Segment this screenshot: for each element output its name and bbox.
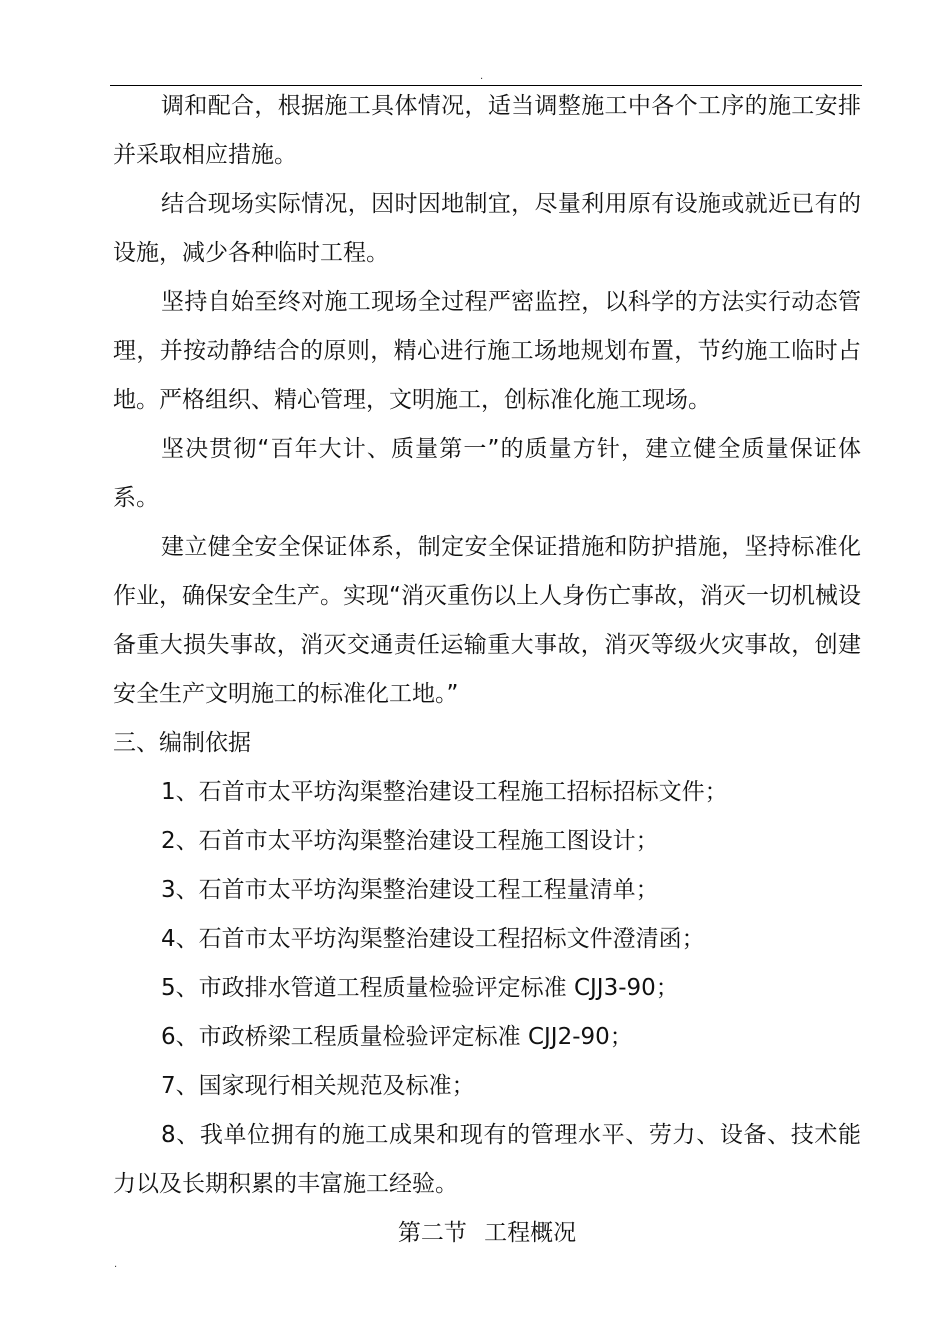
list-item: 4、石首市太平坊沟渠整治建设工程招标文件澄清函； (161, 926, 705, 952)
list-item: 7、国家现行相关规范及标准； (161, 1073, 475, 1099)
footer-mark: . (114, 1259, 118, 1270)
list-item: 1、石首市太平坊沟渠整治建设工程施工招标招标文件； (161, 779, 728, 805)
paragraph-site-monitoring: 坚持自始至终对施工现场全过程严密监控，以科学的方法实行动态管理，并按动静结合的原则，精心进行施工场地规划布置，节约施工临时占地。严格组织、精心管理，文明施工，创标准化施工现场。 (113, 289, 861, 413)
list-item: 5、市政排水管道工程质量检验评定标准 CJJ3-90； (161, 975, 679, 1001)
list-item: 6、市政桥梁工程质量检验评定标准 CJJ2-90； (161, 1024, 633, 1050)
section-heading-basis: 三、编制依据 (113, 730, 251, 756)
list-item: 2、石首市太平坊沟渠整治建设工程施工图设计； (161, 828, 659, 854)
list-item: 3、石首市太平坊沟渠整治建设工程工程量清单； (161, 877, 659, 903)
page-body (113, 82, 861, 1258)
paragraph-safety-system: 建立健全安全保证体系，制定安全保证措施和防护措施，坚持标准化作业，确保安全生产。实现“消灭重伤以上人身伤亡事故，消灭一切机械设备重大损失事故，消灭交通责任运输重大事故，消灭等级火灾事故，创建安全生产文明施工的标准化工地。” (113, 534, 861, 707)
paragraph-quality-policy: 坚决贯彻“百年大计、质量第一”的质量方针，建立健全质量保证体系。 (113, 436, 861, 511)
basis-list (113, 768, 861, 1209)
list-item: 8、我单位拥有的施工成果和现有的管理水平、劳力、设备、技术能力以及长期积累的丰富施工经验。 (113, 1122, 861, 1197)
paragraph-site-conditions: 结合现场实际情况，因时因地制宜，尽量利用原有设施或就近已有的设施，减少各种临时工程。 (113, 191, 861, 266)
section-title: 第二节 工程概况 (397, 1220, 577, 1246)
header-mark: . (480, 71, 484, 82)
paragraph-continuation: 调和配合，根据施工具体情况，适当调整施工中各个工序的施工安排并采取相应措施。 (113, 93, 861, 168)
